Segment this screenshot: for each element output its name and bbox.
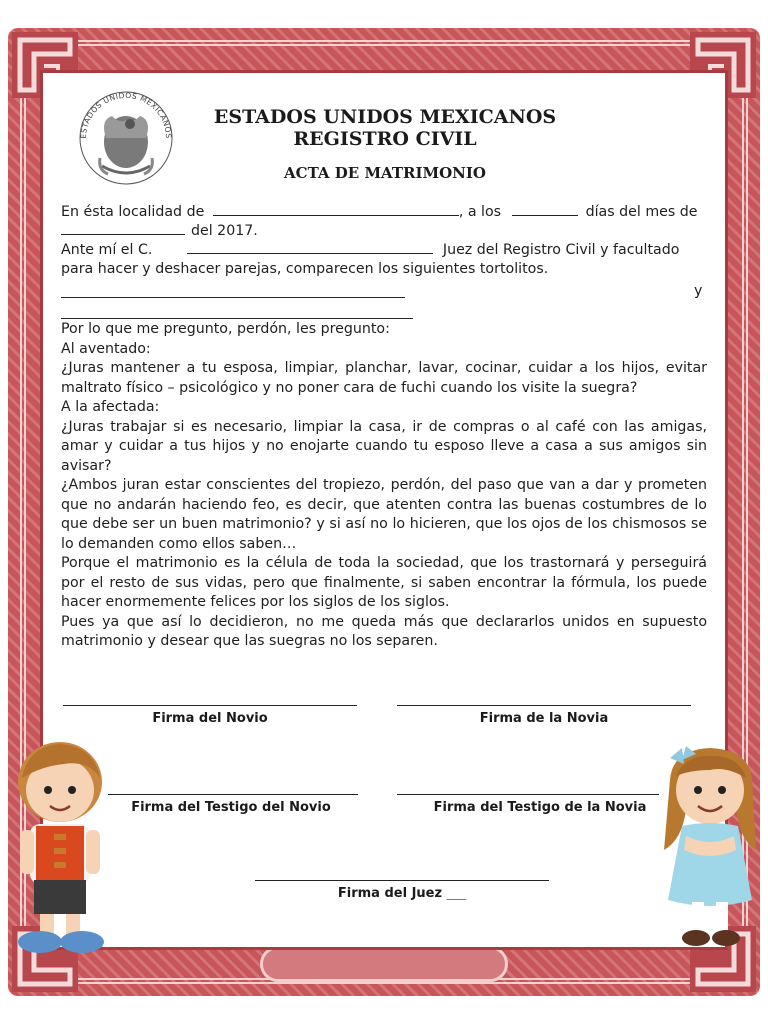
groom-witness-signature-label: Firma del Testigo del Novio (131, 800, 331, 815)
intro-line-1 (61, 203, 707, 220)
and-label: y (694, 283, 703, 299)
vows-text (61, 320, 707, 652)
boy-illustration (8, 730, 112, 960)
paragraph: ¿Juras trabajar si es necesario, limpiar la casa, ir de compras o al café con las amigas, amar y cuidar a tus hijos y no enojarte cuando tu esposo lleve a casa a sus amigos sin avisar? (61, 418, 707, 474)
judge-signature-suffix: ___ (446, 886, 467, 901)
bride-name-field[interactable] (61, 318, 413, 319)
paragraph: ¿Ambos juran estar conscientes del tropiezo, perdón, del paso que van a dar y prometen que no andarán haciendo feo, es decir, que atenten contra las buenas costumbres de lo que debe ser un buen matrimonio? y si así no lo hicieren, que los ojos de los chismosos se lo demanden como ellos saben… (61, 477, 707, 552)
paragraph: ¿Juras mantener a tu esposa, limpiar, planchar, lavar, cocinar, cuidar a los hijos, evitar maltrato físico – psicológico y no poner cara de fuchi cuando los visite la suegra? (61, 360, 707, 396)
paragraph: A la afectada: (61, 399, 160, 415)
days-field[interactable] (512, 203, 578, 216)
bride-witness-signature-line[interactable] (397, 794, 659, 795)
paragraph: Al aventado: (61, 340, 151, 357)
locality-label: En ésta localidad de (61, 204, 205, 220)
document-title: ACTA DE MATRIMONIO (284, 164, 486, 182)
days-label: , a los (458, 204, 502, 220)
intro-line-4: para hacer y deshacer parejas, comparecen los siguientes tortolitos. (61, 261, 549, 277)
judge-prefix-label: Ante mí el C. (61, 242, 153, 258)
groom-witness-signature-line[interactable] (108, 794, 358, 795)
bottom-plaque (260, 946, 508, 982)
mexican-seal-icon (72, 80, 180, 188)
locality-field[interactable] (213, 203, 459, 216)
bride-signature-line[interactable] (397, 705, 691, 706)
country-title: ESTADOS UNIDOS MEXICANOS (213, 106, 557, 128)
paragraph: Porque el matrimonio es la célula de toda la sociedad, que los trastornará y perseguirá por el resto de sus vidas, pero que finalmente, si saben encontrar la fórmula, los puede hacer enormemente felices por los siglos de los siglos. (61, 555, 707, 610)
judge-signature-line[interactable] (255, 880, 549, 881)
judge-signature-label (255, 886, 549, 901)
groom-signature-line[interactable] (63, 705, 357, 706)
bride-witness-signature-label: Firma del Testigo de la Novia (433, 800, 647, 815)
year-label: del 2017. (191, 223, 258, 239)
groom-signature-label: Firma del Novio (152, 711, 268, 726)
paragraph: Por lo que me pregunto, perdón, les pregunto: (61, 321, 390, 337)
month-label: días del mes de (585, 204, 698, 220)
svg-text:ESTADOS UNIDOS MEXICANOS: ESTADOS UNIDOS MEXICANOS (78, 90, 174, 139)
registry-title: REGISTRO CIVIL (293, 128, 477, 150)
bride-signature-label: Firma de la Novia (479, 711, 609, 726)
groom-name-field[interactable] (61, 297, 405, 298)
judge-title-label: Juez del Registro Civil y facultado (442, 242, 680, 258)
intro-line-2 (61, 222, 707, 239)
judge-signature-text: Firma del Juez (337, 886, 443, 901)
girl-illustration (656, 740, 764, 960)
judge-name-field[interactable] (187, 241, 433, 254)
intro-line-3 (61, 241, 707, 258)
month-field[interactable] (61, 222, 185, 235)
paragraph: Pues ya que así lo decidieron, no me queda más que declararlos unidos en supuesto matrimonio y desear que las suegras no los separen. (61, 613, 707, 649)
